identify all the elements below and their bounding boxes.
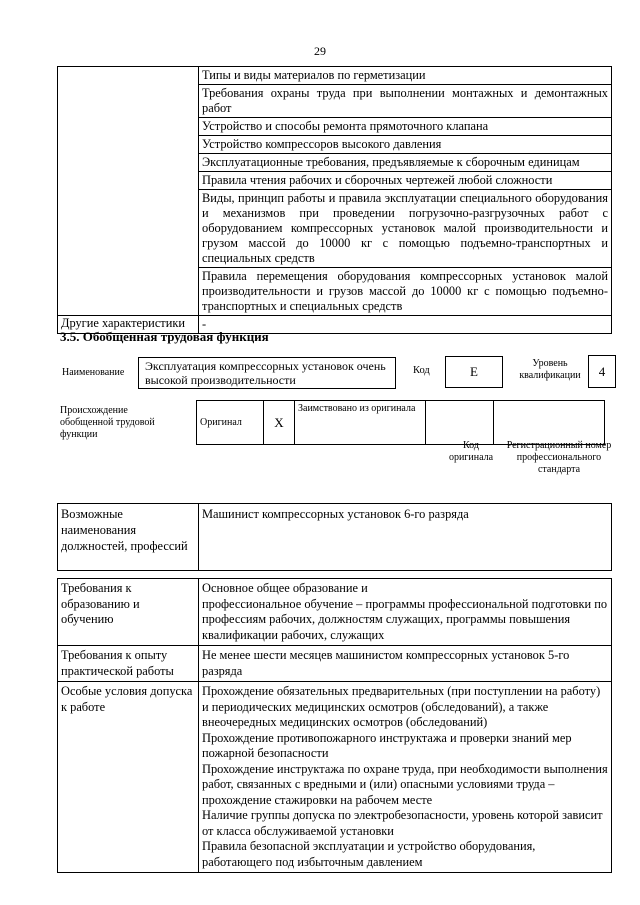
positions-table [57, 503, 612, 571]
experience-label: Требования к опыту практической работы [58, 646, 199, 682]
empty-label-cell [58, 67, 199, 316]
qualification-level-box: 4 [588, 355, 616, 388]
code-value-box: E [445, 356, 503, 388]
special-conditions-value [199, 682, 612, 873]
code-original-caption: Код оригинала [448, 440, 494, 463]
knowledge-item: Правила перемещения оборудования компрессорных установок малой производительности и грузов массой до 10000 кг с помощью подъемно-транспортных и специальных средств [199, 268, 612, 316]
other-characteristics-label: Другие характеристики [58, 316, 199, 334]
code-label: Код [413, 365, 430, 376]
special-condition-item: Правила безопасной эксплуатации и устройство оборудования, работающего под избыточным давлением [202, 839, 536, 869]
special-condition-item: Прохождение инструктажа по охране труда, при необходимости выполнения работ, связанных с вредными и (или) опасными условиями труда – прохождение стажировки на рабочем месте [202, 761, 608, 807]
knowledge-item: Правила чтения рабочих и сборочных чертежей любой сложности [199, 172, 612, 190]
other-characteristics-value: - [199, 316, 612, 334]
knowledge-table [57, 66, 612, 334]
special-conditions-label: Особые условия допуска к работе [58, 682, 199, 873]
experience-value: Не менее шести месяцев машинистом компрессорных установок 5-го разряда [199, 646, 612, 682]
positions-value: Машинист компрессорных установок 6-го разряда [199, 504, 612, 571]
special-condition-item: Прохождение обязательных предварительных (при поступлении на работу) и периодических медицинских осмотров (обследований), а также внеочередных медицинских осмотров (обследований) [202, 684, 601, 729]
knowledge-item: Типы и виды материалов по герметизации [199, 67, 612, 85]
qualification-level-label: Уровень квалификации [519, 358, 581, 381]
reg-number-cell [494, 401, 605, 445]
knowledge-item: Виды, принцип работы и правила эксплуатации специального оборудования и механизмов при проведении погрузочно-разгрузочных работ с оборудованием компрессорных установок малой производительности и грузом массой до 10000 кг с помощью подъемно-транспортных и специальных средств [199, 190, 612, 268]
origin-table [196, 400, 605, 445]
knowledge-item: Устройство и способы ремонта прямоточного клапана [199, 118, 612, 136]
knowledge-item: Требования охраны труда при выполнении монтажных и демонтажных работ [199, 85, 612, 118]
special-condition-item: Наличие группы допуска по электробезопасности, уровень которой зависит от класса обслуживаемой установки [202, 808, 603, 838]
special-condition-item: Прохождение противопожарного инструктажа и проверки знаний мер пожарной безопасности [202, 730, 572, 760]
requirements-table [57, 578, 612, 873]
code-original-cell [426, 401, 494, 445]
name-label: Наименование [62, 367, 125, 378]
page-number: 29 [314, 44, 326, 58]
knowledge-item: Эксплуатационные требования, предъявляемые к сборочным единицам [199, 154, 612, 172]
original-label: Оригинал [197, 401, 264, 445]
original-mark: X [264, 401, 295, 445]
education-value [199, 579, 612, 646]
function-name-box: Эксплуатация компрессорных установок очень высокой производительности [138, 357, 396, 389]
education-line: Основное общее образование и [202, 581, 368, 595]
knowledge-item: Устройство компрессоров высокого давления [199, 136, 612, 154]
section-title: 3.5. Обобщенная трудовая функция [60, 329, 269, 344]
education-line: профессиональное обучение – программы профессиональной подготовки по профессиям рабочих, должностям служащих, программы повышения квалификации рабочих, служащих [202, 596, 608, 642]
education-label: Требования к образованию и обучению [58, 579, 199, 646]
borrowed-label: Заимствовано из оригинала [295, 401, 426, 445]
registration-number-caption: Регистрационный номер профессионального стандарта [506, 440, 612, 475]
origin-label: Происхождение обобщенной трудовой функции [60, 405, 155, 440]
positions-label: Возможные наименования должностей, профессий [58, 504, 199, 571]
